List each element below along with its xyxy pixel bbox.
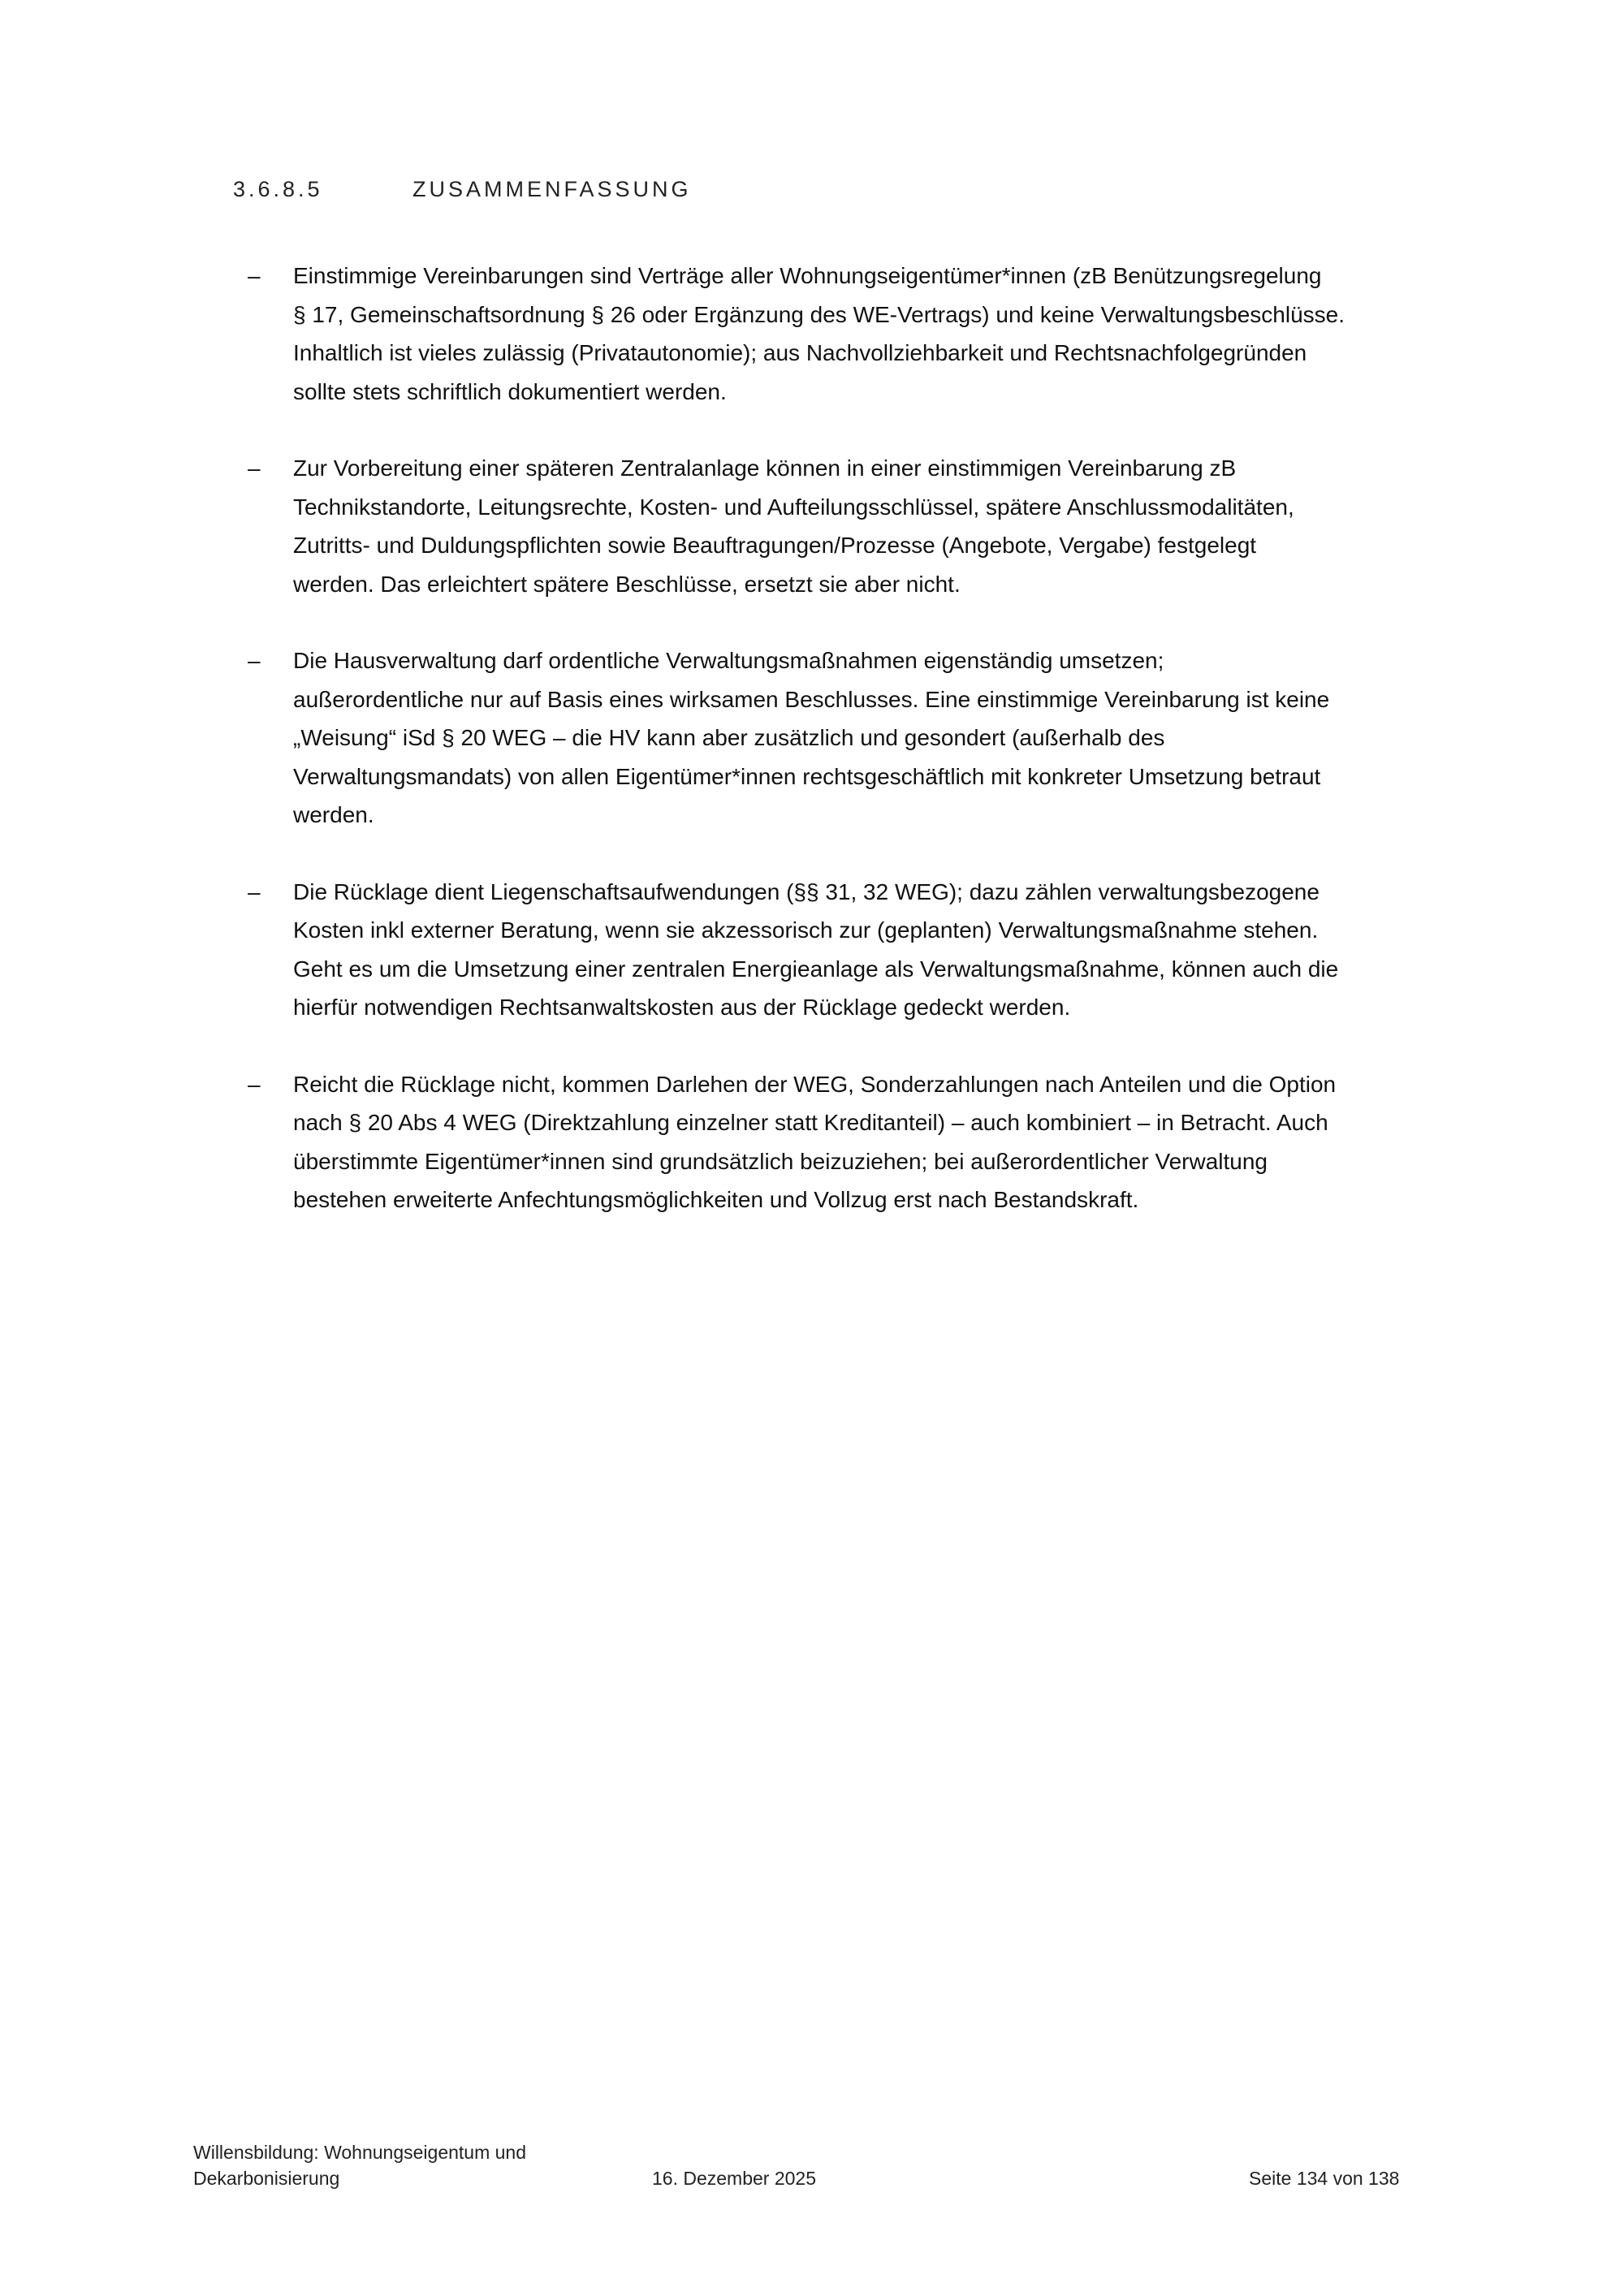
text-line: Verwaltungsmandats) von allen Eigentümer*innen rechtsgeschäftlich mit konkreter Umsetzung betraut [293,763,1321,789]
text-line: außerordentliche nur auf Basis eines wirksamen Beschlusses. Eine einstimmige Vereinbarung ist keine [293,686,1330,712]
bullet-text [293,449,1466,603]
text-line: werden. Das erleichtert spätere Beschlüsse, ersetzt sie aber nicht. [293,571,961,597]
text-line: Kosten inkl externer Beratung, wenn sie akzessorisch zur (geplanten) Verwaltungsmaßnahme stehen. [293,917,1319,943]
text-line: Die Rücklage dient Liegenschaftsaufwendungen (§§ 31, 32 WEG); dazu zählen verwaltungsbezogene [293,878,1320,904]
text-line: Reicht die Rücklage nicht, kommen Darlehen der WEG, Sonderzahlungen nach Anteilen und die Option [293,1071,1337,1097]
text-line: sollte stets schriftlich dokumentiert werden. [293,378,727,404]
text-line: Geht es um die Umsetzung einer zentralen Energieanlage als Verwaltungsmaßnahme, können auch die [293,956,1339,982]
text-line: § 17, Gemeinschaftsordnung § 26 oder Ergänzung des WE-Vertrags) und keine Verwaltungsbeschlüsse. [293,301,1345,327]
bullet-marker: – [248,263,261,288]
footer-date: 16. Dezember 2025 [652,2168,817,2189]
text-line: Zur Vorbereitung einer späteren Zentralanlage können in einer einstimmigen Vereinbarung zB [293,455,1237,481]
text-line: Technikstandorte, Leitungsrechte, Kosten- und Aufteilungsschlüssel, spätere Anschlussmodalitäten, [293,494,1294,520]
page-footer [0,2139,1624,2204]
bullet-text [293,641,1466,835]
bullet-item [248,257,1466,411]
bullet-text [293,257,1466,411]
bullet-marker: – [248,648,261,673]
bullet-marker: – [248,878,261,904]
bullet-text [293,873,1466,1027]
text-line: Die Hausverwaltung darf ordentliche Verwaltungsmaßnahmen eigenständig umsetzen; [293,648,1164,673]
text-line: Zutritts- und Duldungspflichten sowie Beauftragungen/Prozesse (Angebote, Vergabe) festgelegt [293,533,1257,558]
text-line: hierfür notwendigen Rechtsanwaltskosten aus der Rücklage gedeckt werden. [293,995,1071,1020]
text-line: Inhaltlich ist vieles zulässig (Privatautonomie); aus Nachvollziehbarkeit und Rechtsnachfolgegründen [293,340,1307,365]
footer-document-title [193,2139,526,2191]
summary-bullet-list [248,257,1466,1258]
bullet-item [248,873,1466,1027]
bullet-item [248,449,1466,603]
bullet-marker: – [248,455,261,481]
footer-page-number: Seite 134 von 138 [1249,2168,1400,2189]
footer-title-line: Dekarbonisierung [193,2168,340,2189]
text-line: Einstimmige Vereinbarungen sind Verträge aller Wohnungseigentümer*innen (zB Benützungsregelung [293,263,1322,288]
section-number: 3.6.8.5 [233,177,323,201]
footer-title-line: Willensbildung: Wohnungseigentum und [193,2142,527,2163]
text-line: werden. [293,802,374,827]
bullet-marker: – [248,1071,261,1097]
section-heading [233,177,692,202]
text-line: nach § 20 Abs 4 WEG (Direktzahlung einzelner statt Kreditanteil) – auch kombiniert – in Betracht. Auch [293,1110,1328,1135]
text-line: „Weisung“ iSd § 20 WEG – die HV kann aber zusätzlich und gesondert (außerhalb des [293,725,1165,750]
text-line: überstimmte Eigentümer*innen sind grundsätzlich beizuziehen; bei außerordentlicher Verwaltung [293,1148,1268,1174]
text-line: bestehen erweiterte Anfechtungsmöglichkeiten und Vollzug erst nach Bestandskraft. [293,1187,1139,1212]
bullet-item [248,1065,1466,1219]
bullet-text [293,1065,1466,1219]
bullet-item [248,641,1466,835]
section-title: ZUSAMMENFASSUNG [412,177,692,201]
